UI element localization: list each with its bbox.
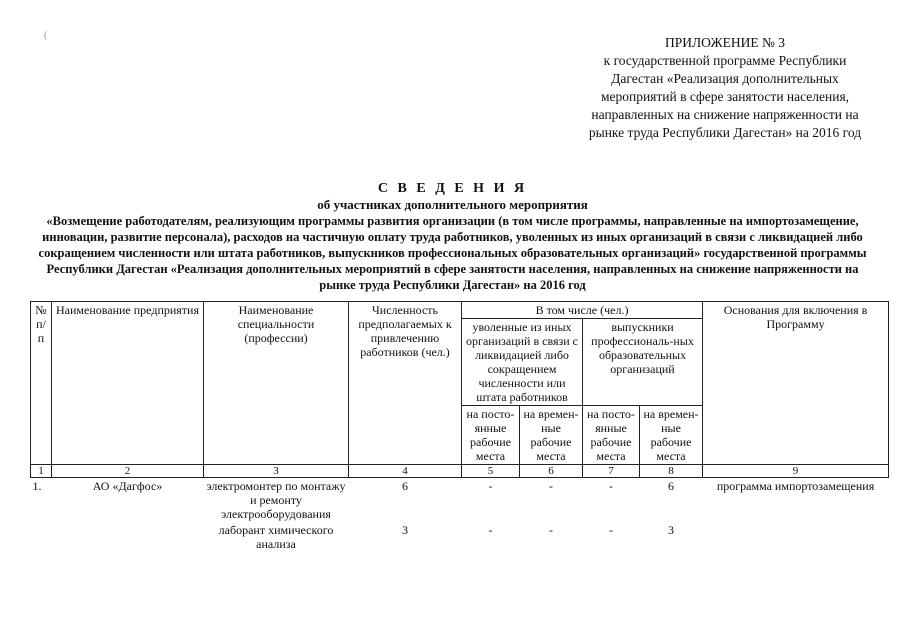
row-count: 6 bbox=[402, 479, 408, 493]
table-row bbox=[31, 522, 889, 552]
header-no: № п/п bbox=[31, 302, 52, 465]
appendix-block bbox=[560, 34, 890, 142]
participants-table bbox=[30, 301, 889, 552]
header-including: В том числе (чел.) bbox=[462, 302, 703, 319]
column-numbers-row bbox=[31, 465, 889, 478]
column-number: 4 bbox=[349, 465, 462, 478]
appendix-line: Дагестан «Реализация дополнительных bbox=[611, 71, 839, 86]
header-dismissed: уволенные из иных организаций в связи с ликвидацией либо сокращением численности или штата работников bbox=[462, 319, 583, 406]
row-graduates-temporary: 3 bbox=[668, 523, 675, 537]
row-specialty: лаборант химического анализа bbox=[218, 523, 334, 551]
row-graduates-permanent: - bbox=[609, 523, 613, 537]
row-graduates-permanent: - bbox=[609, 479, 613, 493]
row-dismissed-temporary: - bbox=[549, 523, 553, 537]
appendix-line: мероприятий в сфере занятости населения, bbox=[600, 89, 850, 104]
header-enterprise: Наименование предприятия bbox=[52, 302, 204, 465]
row-enterprise bbox=[52, 522, 204, 552]
document-subtitle: об участниках дополнительного мероприятия bbox=[317, 197, 588, 212]
document-description: «Возмещение работодателям, реализующим программы развития организации (в том числе программы, направленные на импортозамещение, инновации, развитие персонала), расходов на частичную оплату труда работников, уволенных из иных организаций в связи с ликвидацией либо сокращением численности или штата работников, выпускников профессиональных образовательных организаций» государственной программы Республики Дагестан «Реализация дополнительных мероприятий в сфере занятости населения, направленных на снижение напряженности на рынке труда Республики Дагестан» на 2016 год bbox=[38, 214, 867, 292]
row-graduates-temporary: 6 bbox=[668, 479, 675, 493]
appendix-title: ПРИЛОЖЕНИЕ № 3 bbox=[664, 35, 786, 50]
row-dismissed-permanent: - bbox=[488, 523, 493, 537]
header-count: Численность предполагаемых к привлечению работников (чел.) bbox=[349, 302, 462, 465]
document-heading bbox=[30, 180, 875, 293]
column-number: 2 bbox=[52, 465, 204, 478]
row-number bbox=[31, 522, 52, 552]
row-grounds bbox=[703, 522, 889, 552]
row-number: 1. bbox=[32, 479, 42, 493]
header-specialty: Наименование специальности (профессии) bbox=[204, 302, 349, 465]
header-temporary: на времен-ные рабочие места bbox=[640, 406, 703, 465]
header-permanent: на посто-янные рабочие места bbox=[583, 406, 640, 465]
row-dismissed-permanent: - bbox=[488, 479, 493, 493]
document-title: С В Е Д Е Н И Я bbox=[377, 181, 528, 196]
header-graduates: выпускники профессиональ-ных образовательных организаций bbox=[583, 319, 703, 406]
row-dismissed-temporary: - bbox=[549, 479, 553, 493]
header-temporary: на времен-ные рабочие места bbox=[520, 406, 583, 465]
row-enterprise: АО «Дагфос» bbox=[92, 479, 163, 493]
column-number: 8 bbox=[640, 465, 703, 478]
appendix-line: рынке труда Республики Дагестан» на 2016 год bbox=[588, 125, 862, 140]
header-row bbox=[31, 302, 889, 319]
header-permanent: на посто-янные рабочие места bbox=[462, 406, 520, 465]
column-number: 3 bbox=[204, 465, 349, 478]
column-number: 5 bbox=[462, 465, 520, 478]
row-specialty: электромонтер по монтажу и ремонту электрооборудования bbox=[206, 479, 346, 521]
table-row bbox=[31, 478, 889, 523]
appendix-line: направленных на снижение напряженности на bbox=[591, 107, 859, 122]
scan-mark: ( bbox=[44, 30, 48, 41]
column-number: 6 bbox=[520, 465, 583, 478]
column-number: 7 bbox=[583, 465, 640, 478]
row-count: 3 bbox=[402, 523, 408, 537]
appendix-line: к государственной программе Республики bbox=[603, 53, 847, 68]
column-number: 1 bbox=[31, 465, 52, 478]
column-number: 9 bbox=[703, 465, 889, 478]
header-grounds: Основания для включения в Программу bbox=[703, 302, 889, 465]
row-grounds: программа импортозамещения bbox=[716, 479, 875, 493]
